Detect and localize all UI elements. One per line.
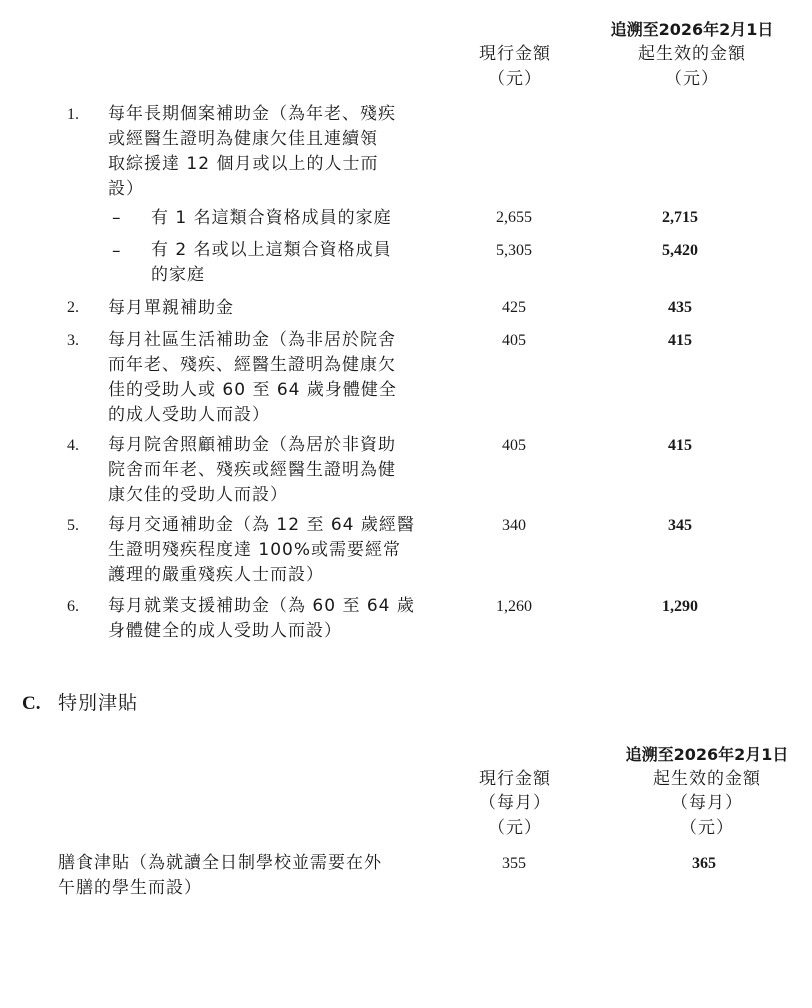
sub-item-description: 有 2 名或以上這類合資格成員 的家庭 [151, 240, 392, 285]
item-number: 1. [67, 106, 79, 123]
item-number: 6. [67, 598, 79, 615]
new-amount-value: 365 [692, 855, 716, 872]
current-amount-value: 405 [502, 437, 526, 454]
header-new-effective-date: 追溯至2026年2月1日 [625, 745, 789, 764]
header-new-unit: （元） [665, 69, 719, 89]
header-current-amount: 現行金額 [479, 44, 551, 64]
new-amount-value: 345 [668, 517, 692, 534]
header-new-period: （每月） [671, 793, 743, 813]
header-new-unit: （元） [680, 818, 734, 838]
item-description: 每月單親補助金 [108, 298, 234, 318]
item-number: 2. [67, 299, 79, 316]
item-description: 每月院舍照顧補助金（為居於非資助 院舍而年老、殘疾或經醫生證明為健 康欠佳的受助人而設） [108, 435, 396, 505]
new-amount-value: 2,715 [662, 209, 698, 226]
item-number: 4. [67, 437, 79, 454]
meal-allowance-description: 膳食津貼（為就讀全日制學校並需要在外 午膳的學生而設） [58, 853, 382, 898]
new-amount-value: 435 [668, 299, 692, 316]
header-current-period: （每月） [479, 793, 551, 813]
new-amount-value: 415 [668, 437, 692, 454]
header-current-amount: 現行金額 [479, 769, 551, 789]
item-number: 5. [67, 517, 79, 534]
current-amount-value: 355 [502, 855, 526, 872]
item-description: 每月就業支援補助金（為 60 至 64 歲 身體健全的成人受助人而設） [108, 596, 415, 641]
new-amount-value: 1,290 [662, 598, 698, 615]
header-new-amount: 起生效的金額 [653, 769, 761, 789]
header-current-unit: （元） [488, 818, 542, 838]
item-number: 3. [67, 332, 79, 349]
sub-item-description: 有 1 名這類合資格成員的家庭 [151, 208, 392, 228]
section-title: 特別津貼 [58, 692, 139, 714]
current-amount-value: 340 [502, 517, 526, 534]
section-letter: C. [22, 693, 41, 714]
header-new-amount: 起生效的金額 [638, 44, 746, 64]
sub-item-dash: – [112, 208, 122, 228]
new-amount-value: 5,420 [662, 242, 698, 259]
current-amount-value: 405 [502, 332, 526, 349]
current-amount-value: 425 [502, 299, 526, 316]
item-description: 每月交通補助金（為 12 至 64 歲經醫 生證明殘疾程度達 100%或需要經常 護理的嚴重殘疾人士而設） [108, 515, 415, 585]
header-current-unit: （元） [488, 69, 542, 89]
current-amount-value: 5,305 [496, 242, 532, 259]
header-new-effective-date: 追溯至2026年2月1日 [610, 20, 774, 39]
current-amount-value: 1,260 [496, 598, 532, 615]
item-description: 每年長期個案補助金（為年老、殘疾 或經醫生證明為健康欠佳且連續領 取綜援達 12 個月或以上的人士而 設） [108, 104, 396, 199]
new-amount-value: 415 [668, 332, 692, 349]
current-amount-value: 2,655 [496, 209, 532, 226]
item-description: 每月社區生活補助金（為非居於院舍 而年老、殘疾、經醫生證明為健康欠 佳的受助人或 60 至 64 歲身體健全 的成人受助人而設） [108, 330, 397, 425]
sub-item-dash: – [112, 241, 122, 261]
